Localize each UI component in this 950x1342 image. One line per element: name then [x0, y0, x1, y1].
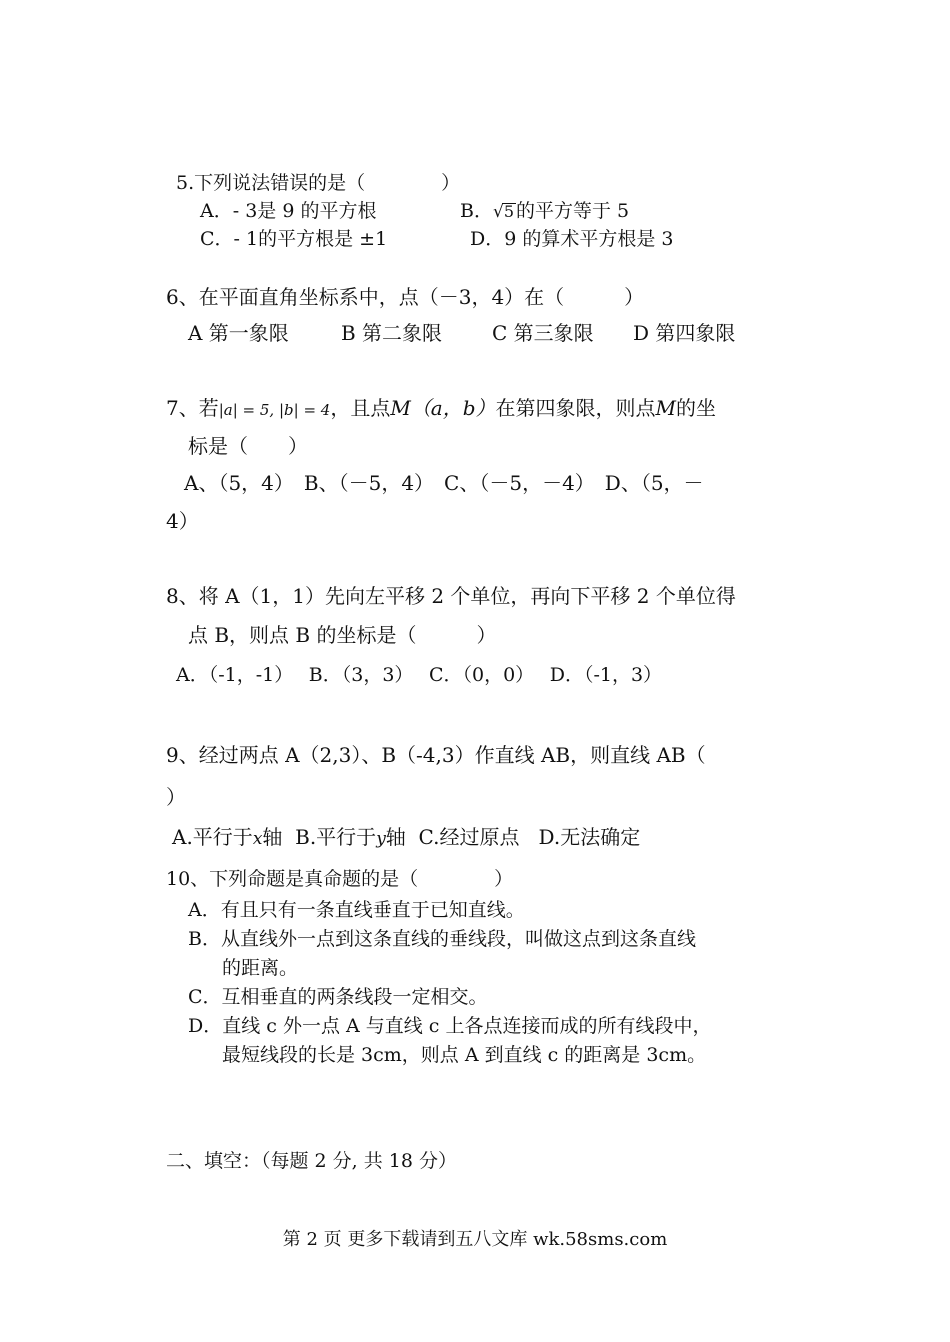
- q7-ab: （a，b）: [410, 396, 496, 420]
- q5-b-text: 的平方等于 5: [516, 200, 630, 222]
- q6-stem: 6、在平面直角坐标系中，点（－3，4）在（ ）: [166, 285, 645, 309]
- q9-stem: 9、经过两点 A（2,3）、B（-4,3）作直线 AB，则直线 AB（: [166, 743, 706, 767]
- q9-a-var: x: [252, 829, 263, 849]
- q5-c-text: 的平方根是: [258, 228, 354, 250]
- q9-b-var: y: [376, 829, 386, 849]
- q5-a-num: - 3: [232, 200, 258, 222]
- q5-b-radicand: 5: [503, 202, 514, 221]
- q5-c-pm: ±1: [359, 228, 388, 250]
- q7-rest: 在第四象限，则点: [495, 396, 656, 420]
- q9-option-c: C.经过原点: [418, 825, 520, 849]
- q10-option-d-line1: D．直线 c 外一点 A 与直线 c 上各点连接而成的所有线段中，: [188, 1015, 712, 1037]
- q9-option-d: D.无法确定: [538, 825, 641, 849]
- q5-stem: 5.下列说法错误的是（ ）: [176, 172, 461, 194]
- sqrt-icon: √: [492, 202, 504, 222]
- q5-option-d: D．9 的算术平方根是 3: [470, 228, 674, 250]
- q5-c-num: - 1: [233, 228, 259, 250]
- q9-options: [172, 824, 640, 852]
- q7-mid: ，且点: [330, 396, 391, 420]
- q8-options: A．（-1，-1） B．（3，3） C．（0，0） D．（-1，3）: [176, 664, 663, 686]
- q7-formula: |a| = 5, |b| = 4: [218, 401, 331, 419]
- q5-c-prefix: C．: [200, 228, 234, 250]
- q6-option-c: C 第三象限: [492, 321, 594, 345]
- q10-option-b-line1: B．从直线外一点到这条直线的垂线段，叫做这点到这条直线: [188, 928, 696, 950]
- q6-option-d: D 第四象限: [633, 321, 736, 345]
- section-2-heading: 二、填空：（每题 2 分, 共 18 分）: [166, 1150, 458, 1172]
- q10-option-d-line2: 最短线段的长是 3cm，则点 A 到直线 c 的距离是 3cm。: [222, 1044, 707, 1066]
- q6-option-a: A 第一象限: [188, 321, 289, 345]
- q7-end: 的坐: [676, 396, 717, 420]
- q9-b-pre: B.平行于: [295, 825, 377, 849]
- q9-stem-line2: ）: [166, 785, 186, 809]
- q7-point-m-2: M: [655, 396, 677, 420]
- q8-stem: 8、将 A（1，1）先向左平移 2 个单位，再向下平移 2 个单位得: [166, 584, 736, 608]
- q7-options-cont: 4）: [166, 509, 199, 533]
- q10-stem: 10、下列命题是真命题的是（ ）: [166, 868, 514, 890]
- q5-a-prefix: A．: [200, 200, 233, 222]
- q8-stem-line2: 点 B，则点 B 的坐标是（ ）: [188, 623, 497, 647]
- q7-options: A、（5，4） B、（－5，4） C、（－5，－4） D、（5，－: [184, 471, 704, 495]
- q5-b-prefix: B．: [460, 200, 493, 222]
- q9-a-pre: A.平行于: [172, 825, 253, 849]
- q5-option-a: [200, 198, 376, 224]
- q7-stem: [166, 395, 716, 423]
- q10-option-c: C．互相垂直的两条线段一定相交。: [188, 986, 488, 1008]
- q7-point-m: M: [390, 396, 411, 420]
- q10-option-b-line2: 的距离。: [222, 957, 299, 979]
- q5-a-text: 是 9 的平方根: [257, 200, 377, 222]
- page-footer: 第 2 页 更多下载请到五八文库 wk.58sms.com: [282, 1229, 668, 1250]
- q7-prefix: 7、若: [166, 396, 219, 420]
- q5-option-c: [200, 226, 387, 252]
- q6-option-b: B 第二象限: [341, 321, 443, 345]
- q9-b-post: 轴: [385, 825, 406, 849]
- q10-option-a: A．有且只有一条直线垂直于已知直线。: [188, 899, 525, 921]
- q9-a-post: 轴: [262, 825, 283, 849]
- q5-option-b: [460, 198, 629, 225]
- q7-stem-line2: 标是（ ）: [188, 434, 308, 458]
